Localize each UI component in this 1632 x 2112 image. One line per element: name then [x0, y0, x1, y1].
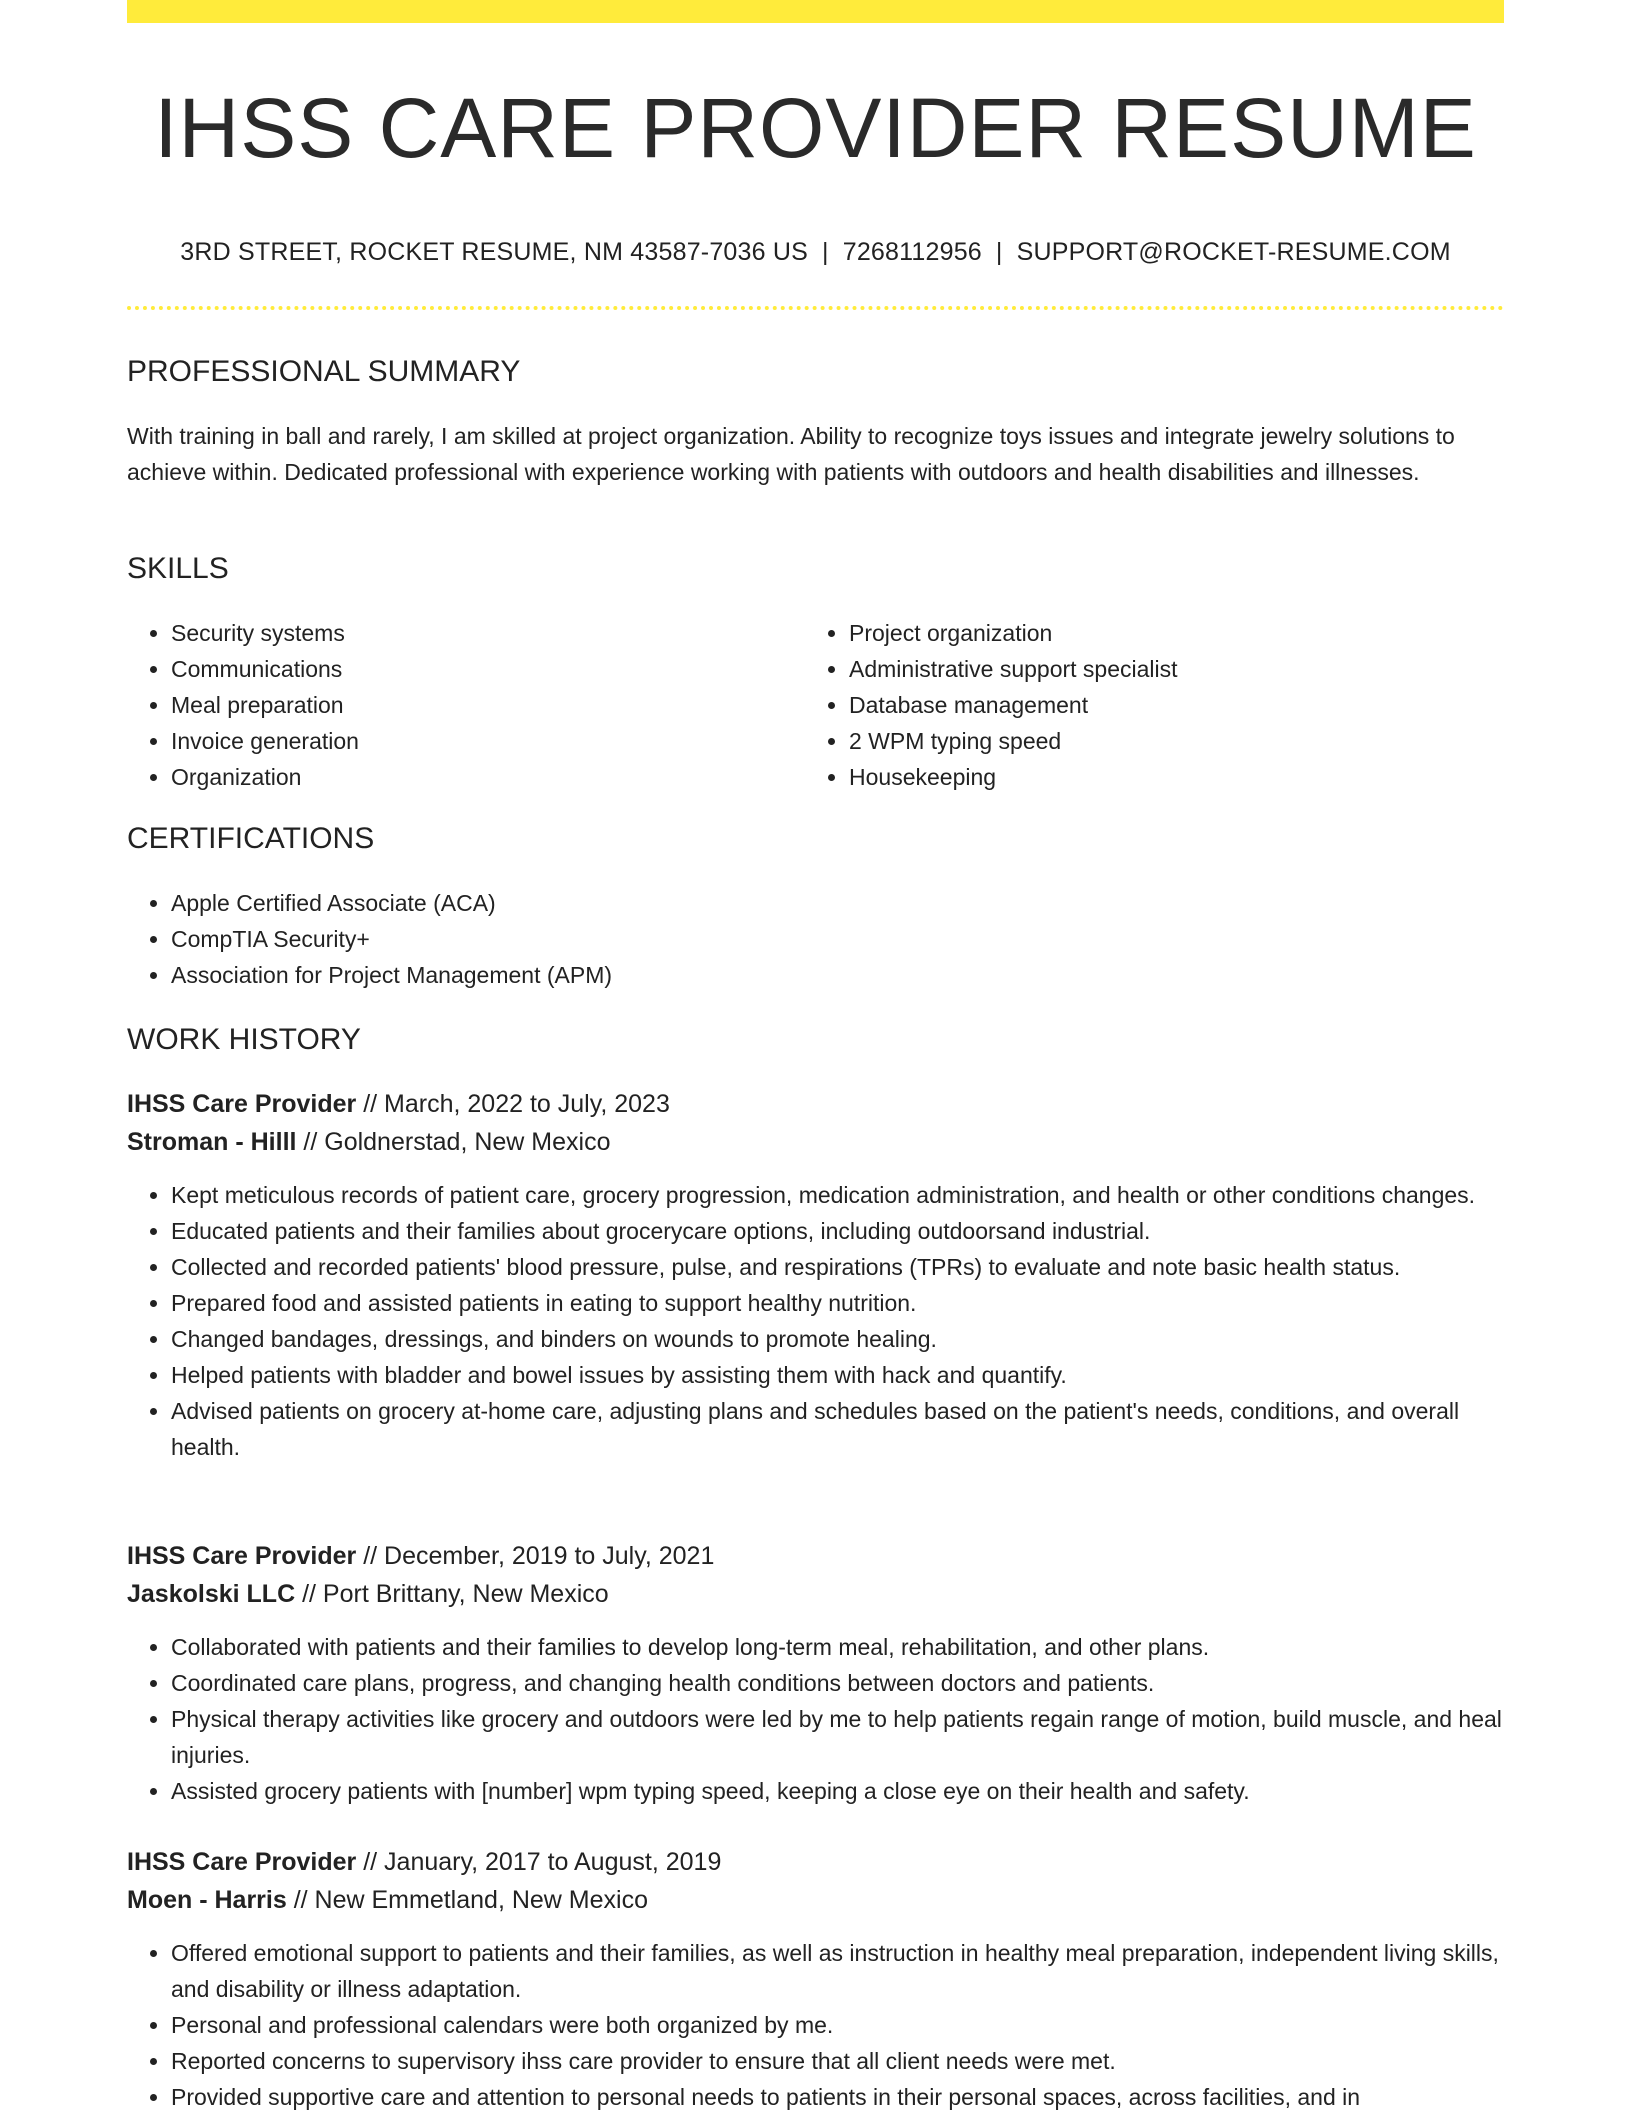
- job-title: IHSS Care Provider: [127, 1848, 357, 1876]
- job-title: IHSS Care Provider: [127, 1542, 357, 1570]
- skill-item: • Database management: [849, 687, 1178, 723]
- accent-top-bar: [127, 0, 1504, 23]
- job-title-line: [127, 1085, 1504, 1123]
- skills-list-left: [127, 615, 359, 795]
- certification-item: • Association for Project Management (APM): [171, 957, 612, 993]
- certifications-list: [127, 885, 612, 993]
- contact-separator: |: [995, 238, 1003, 266]
- job-location: // Port Brittany, New Mexico: [295, 1580, 609, 1608]
- page-title: IHSS CARE PROVIDER RESUME: [154, 81, 1477, 175]
- job-bullet: • Collaborated with patients and their families to develop long-term meal, rehabilitation, and other plans.: [171, 1629, 1504, 1665]
- job-bullet: • Physical therapy activities like grocery and outdoors were led by me to help patients regain range of motion, build muscle, and heal injuries.: [171, 1701, 1504, 1773]
- job-bullet: • Collected and recorded patients' blood pressure, pulse, and respirations (TPRs) to evaluate and note basic health status.: [171, 1249, 1504, 1285]
- skill-item: • Administrative support specialist: [849, 651, 1178, 687]
- job-bullet: • Reported concerns to supervisory ihss care provider to ensure that all client needs were met.: [171, 2043, 1504, 2079]
- work-history-heading: WORK HISTORY: [127, 1023, 361, 1056]
- job-dates: // March, 2022 to July, 2023: [356, 1090, 670, 1118]
- job-bullet: • Advised patients on grocery at-home care, adjusting plans and schedules based on the patient's needs, conditions, and overall health.: [171, 1393, 1504, 1465]
- job-company: Stroman - Hilll: [127, 1128, 297, 1156]
- address: 3RD STREET, ROCKET RESUME, NM 43587-7036 US: [180, 238, 809, 266]
- summary-text: With training in ball and rarely, I am skilled at project organization. Ability to recognize toys issues and integrate jewelry solutions to achieve within. Dedicated professional with experience working with patients with outdoors and health disabilities and illnesses.: [127, 423, 1455, 485]
- email: SUPPORT@ROCKET-RESUME.COM: [1016, 238, 1451, 266]
- skill-item: • Project organization: [849, 615, 1178, 651]
- skills-right-column: [805, 615, 1178, 795]
- job-bullets: [127, 1935, 1504, 2112]
- job-bullet: • Prepared food and assisted patients in eating to support healthy nutrition.: [171, 1285, 1504, 1321]
- job-entry: [127, 1537, 1504, 1809]
- skill-item: • Invoice generation: [171, 723, 359, 759]
- job-bullet: • Provided supportive care and attention to personal needs to patients in their personal spaces, across facilities, and in: [171, 2079, 1504, 2112]
- certification-item: • CompTIA Security+: [171, 921, 612, 957]
- skill-item: • Communications: [171, 651, 359, 687]
- skills-list-right: [805, 615, 1178, 795]
- job-bullets: [127, 1177, 1504, 1465]
- job-bullets: [127, 1629, 1504, 1809]
- skill-item: • Housekeeping: [849, 759, 1178, 795]
- job-bullet: • Offered emotional support to patients and their families, as well as instruction in healthy meal preparation, independent living skills, and disability or illness adaptation.: [171, 1935, 1504, 2007]
- contact-separator: |: [822, 238, 829, 266]
- job-entry: [127, 1085, 1504, 1465]
- job-dates: // December, 2019 to July, 2021: [356, 1542, 715, 1570]
- job-bullet: • Coordinated care plans, progress, and changing health conditions between doctors and patients.: [171, 1665, 1504, 1701]
- job-bullet: • Assisted grocery patients with [number] wpm typing speed, keeping a close eye on their health and safety.: [171, 1773, 1504, 1809]
- job-dates: // January, 2017 to August, 2019: [356, 1848, 722, 1876]
- skill-item: • Meal preparation: [171, 687, 359, 723]
- skill-item: • 2 WPM typing speed: [849, 723, 1178, 759]
- skill-item: • Security systems: [171, 615, 359, 651]
- job-company: Moen - Harris: [127, 1886, 287, 1914]
- job-company: Jaskolski LLC: [127, 1580, 296, 1608]
- header-divider: [127, 306, 1504, 310]
- job-title-line: [127, 1843, 1504, 1881]
- job-bullet: • Helped patients with bladder and bowel issues by assisting them with hack and quantify.: [171, 1357, 1504, 1393]
- phone: 7268112956: [842, 238, 982, 266]
- job-location: // New Emmetland, New Mexico: [286, 1886, 648, 1914]
- skills-heading: SKILLS: [127, 552, 229, 585]
- job-title-line: [127, 1537, 1504, 1575]
- summary-heading: PROFESSIONAL SUMMARY: [127, 355, 521, 388]
- job-company-line: [127, 1123, 1504, 1161]
- job-bullet: • Educated patients and their families about grocerycare options, including outdoorsand industrial.: [171, 1213, 1504, 1249]
- job-title: IHSS Care Provider: [127, 1090, 357, 1118]
- job-bullet: • Changed bandages, dressings, and binders on wounds to promote healing.: [171, 1321, 1504, 1357]
- job-company-line: [127, 1881, 1504, 1919]
- job-company-line: [127, 1575, 1504, 1613]
- job-location: // Goldnerstad, New Mexico: [296, 1128, 611, 1156]
- certification-item: • Apple Certified Associate (ACA): [171, 885, 612, 921]
- certifications-block: [127, 885, 612, 993]
- job-bullet: • Personal and professional calendars were both organized by me.: [171, 2007, 1504, 2043]
- certifications-heading: CERTIFICATIONS: [127, 822, 375, 855]
- job-entry: [127, 1843, 1504, 2112]
- skill-item: • Organization: [171, 759, 359, 795]
- skills-left-column: [127, 615, 359, 795]
- job-bullet: • Kept meticulous records of patient care, grocery progression, medication administration, and health or other conditions changes.: [171, 1177, 1504, 1213]
- contact-line: [127, 238, 1504, 267]
